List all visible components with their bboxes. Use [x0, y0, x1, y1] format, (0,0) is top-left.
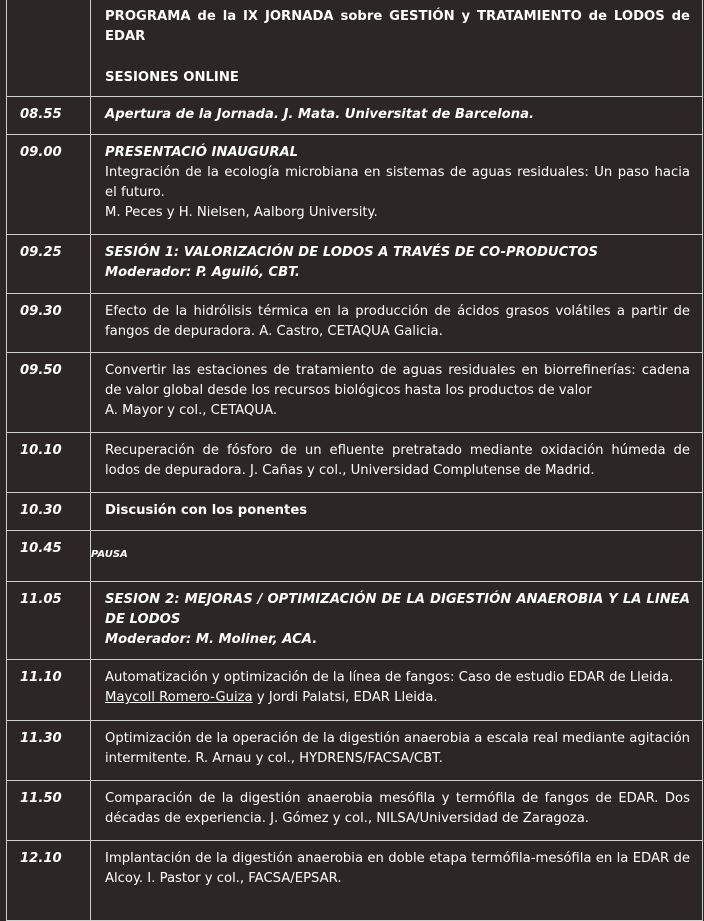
agenda-item: Comparación de la digestión anaerobia mesófila y termófila de fangos de EDAR. Dos décadas de experiencia. J. Gómez y col., NILSA/Universidad de Zaragoza. — [91, 781, 703, 841]
table-row — [7, 582, 703, 660]
talk-title: Integración de la ecología microbiana en sistemas de aguas residuales: Un paso hacia el futuro. — [105, 165, 690, 200]
time-cell-empty — [7, 0, 91, 97]
time-cell: 10.45 — [7, 531, 91, 582]
session-title: PRESENTACIÓ INAUGURAL — [105, 145, 299, 160]
table-row — [7, 841, 703, 921]
table-row — [7, 721, 703, 781]
program-title: PROGRAMA de la IX JORNADA sobre GESTIÓN y TRATAMIENTO de LODOS de EDAR — [105, 9, 690, 44]
table-row — [7, 353, 703, 433]
table-row — [7, 235, 703, 294]
program-table — [6, 0, 703, 921]
time-cell: 12.10 — [7, 841, 91, 921]
time-cell: 10.10 — [7, 433, 91, 493]
agenda-item: Optimización de la operación de la digestión anaerobia a escala real mediante agitación intermitente. R. Arnau y col., HYDRENS/FACSA/CBT. — [91, 721, 703, 781]
time-cell: 11.10 — [7, 660, 91, 721]
time-cell: 09.25 — [7, 235, 91, 294]
table-row — [7, 531, 703, 582]
table-row — [7, 433, 703, 493]
table-row — [7, 97, 703, 135]
session-moderator: Moderador: P. Aguiló, CBT. — [105, 265, 300, 280]
agenda-item — [91, 531, 703, 582]
time-cell: 11.30 — [7, 721, 91, 781]
table-row — [7, 660, 703, 721]
time-cell: 09.50 — [7, 353, 91, 433]
time-cell: 11.05 — [7, 582, 91, 660]
session-title: SESIÓN 1: VALORIZACIÓN DE LODOS A TRAVÉS DE CO-PRODUCTOS — [105, 245, 599, 260]
table-row-header — [7, 0, 703, 97]
agenda-item — [91, 235, 703, 294]
session-title: SESION 2: MEJORAS / OPTIMIZACIÓN DE LA DIGESTIÓN ANAEROBIA Y LA LINEA DE LODOS — [105, 592, 690, 627]
talk-authors: M. Peces y H. Nielsen, Aalborg University. — [105, 205, 378, 220]
time-cell: 10.30 — [7, 493, 91, 531]
program-subtitle: SESIONES ONLINE — [105, 70, 239, 85]
time-cell: 09.30 — [7, 294, 91, 353]
talk-title: Convertir las estaciones de tratamiento de aguas residuales en biorrefinerías: cadena de valor global desde los recursos biológicos hasta los productos de valor — [105, 363, 690, 398]
session-moderator: Moderador: M. Moliner, ACA. — [105, 632, 318, 647]
time-cell: 09.00 — [7, 135, 91, 235]
agenda-item: Discusión con los ponentes — [91, 493, 703, 531]
talk-authors: A. Mayor y col., CETAQUA. — [105, 403, 278, 418]
agenda-item: Recuperación de fósforo de un efluente pretratado mediante oxidación húmeda de lodos de depuradora. J. Cañas y col., Universidad Complutense de Madrid. — [91, 433, 703, 493]
agenda-item — [91, 135, 703, 235]
talk-title: Automatización y optimización de la línea de fangos: Caso de estudio EDAR de Lleida. — [105, 670, 674, 685]
agenda-item — [91, 582, 703, 660]
agenda-item: Implantación de la digestión anaerobia en doble etapa termófila-mesófila en la EDAR de Alcoy. I. Pastor y col., FACSA/EPSAR. — [91, 841, 703, 921]
agenda-item — [91, 353, 703, 433]
author-link[interactable]: Maycoll Romero-Guiza — [105, 690, 253, 705]
time-cell: 08.55 — [7, 97, 91, 135]
header-cell — [91, 0, 703, 97]
talk-authors — [105, 688, 690, 708]
table-row — [7, 135, 703, 235]
table-row — [7, 294, 703, 353]
time-cell: 11.50 — [7, 781, 91, 841]
talk-authors-rest: y Jordi Palatsi, EDAR Lleida. — [252, 690, 438, 705]
pause-label: PAUSA — [91, 549, 128, 560]
agenda-item: Efecto de la hidrólisis térmica en la producción de ácidos grasos volátiles a partir de fangos de depuradora. A. Castro, CETAQUA Galicia. — [91, 294, 703, 353]
table-row — [7, 493, 703, 531]
agenda-item: Apertura de la Jornada. J. Mata. Universitat de Barcelona. — [91, 97, 703, 135]
agenda-item — [91, 660, 703, 721]
table-row — [7, 781, 703, 841]
